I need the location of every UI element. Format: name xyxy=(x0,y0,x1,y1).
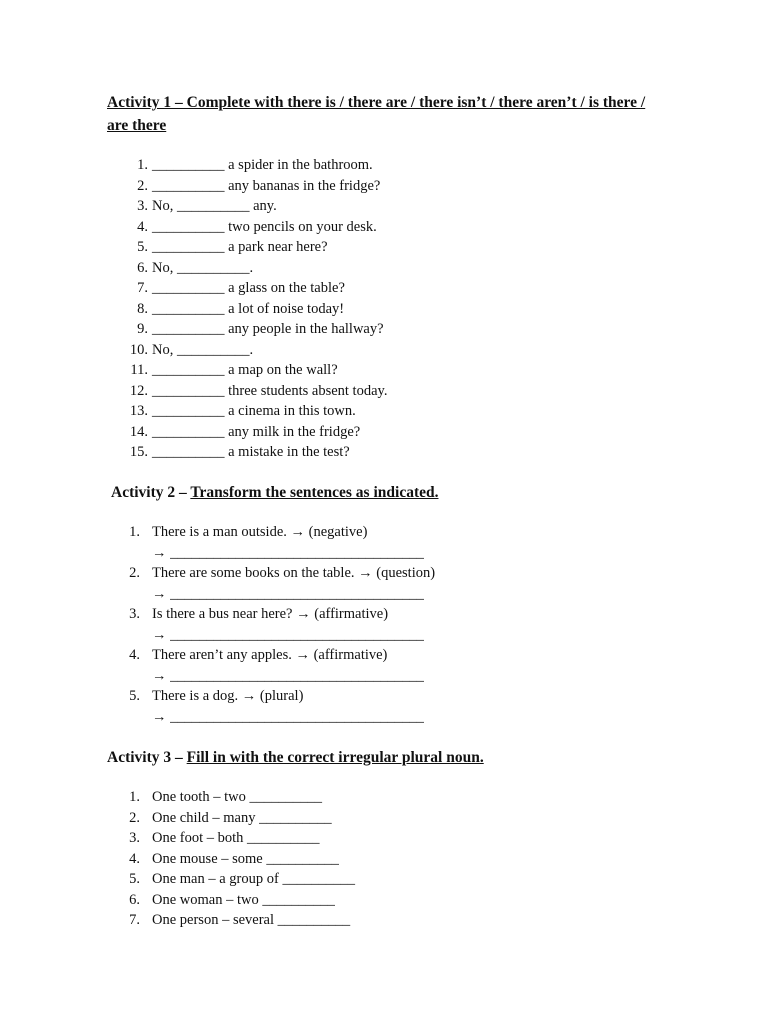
item-text: __________ a cinema in this town. xyxy=(152,403,356,419)
item-text: No, __________. xyxy=(152,341,254,358)
item-text: No, __________. xyxy=(152,259,254,276)
item-text: __________ three students absent today. xyxy=(152,382,388,399)
list-item xyxy=(108,155,387,176)
list-item xyxy=(108,258,387,279)
list-item xyxy=(108,890,355,911)
item-text: __________ any people in the hallway? xyxy=(152,321,384,337)
answer-line: → ___________________________________ xyxy=(152,626,424,643)
list-item xyxy=(108,319,387,340)
item-text: One woman – two __________ xyxy=(152,891,335,908)
item-text: __________ any milk in the fridge? xyxy=(152,423,361,440)
item-number: 5. xyxy=(129,688,140,704)
item-number: 1. xyxy=(137,157,148,173)
item-number: 2. xyxy=(129,809,140,826)
activity-1-list xyxy=(108,155,387,463)
item-number: 7. xyxy=(137,280,148,296)
list-item xyxy=(108,645,435,686)
item-number: 1. xyxy=(129,524,140,540)
list-item xyxy=(108,787,355,808)
activity-2-list xyxy=(108,522,435,727)
item-number: 2. xyxy=(129,565,140,581)
list-item xyxy=(108,401,387,422)
item-text: One tooth – two __________ xyxy=(152,789,322,805)
item-text: __________ a mistake in the test? xyxy=(152,444,350,460)
activity-3-heading xyxy=(107,746,667,769)
item-number: 10. xyxy=(129,341,148,358)
list-item xyxy=(108,278,387,299)
list-item xyxy=(108,522,435,563)
item-text: One child – many __________ xyxy=(152,809,332,826)
list-item xyxy=(108,849,355,870)
heading-prefix: Activity 2 – xyxy=(111,484,191,501)
item-number: 2. xyxy=(137,177,148,194)
item-text: __________ a park near here? xyxy=(152,239,328,255)
list-item xyxy=(108,196,387,217)
item-number: 4. xyxy=(129,647,140,663)
item-number: 3. xyxy=(137,198,148,214)
heading-instruction: Fill in with the correct irregular plural noun. xyxy=(186,749,484,766)
item-number: 6. xyxy=(137,259,148,276)
item-text: One person – several __________ xyxy=(152,912,351,928)
item-number: 6. xyxy=(129,891,140,908)
answer-line: → ___________________________________ xyxy=(152,585,424,602)
item-number: 11. xyxy=(130,362,148,378)
item-number: 12. xyxy=(129,382,148,399)
list-item xyxy=(108,381,387,402)
item-text: No, __________ any. xyxy=(152,198,277,214)
item-number: 9. xyxy=(137,321,148,337)
item-number: 4. xyxy=(129,850,140,867)
item-number: 1. xyxy=(129,789,140,805)
item-number: 13. xyxy=(129,403,148,419)
item-number: 7. xyxy=(129,912,140,928)
list-item xyxy=(108,686,435,727)
item-text: __________ two pencils on your desk. xyxy=(152,218,377,235)
item-text: __________ a spider in the bathroom. xyxy=(152,157,373,173)
activity-2-heading xyxy=(111,481,671,504)
list-item xyxy=(108,340,387,361)
list-item xyxy=(108,422,387,443)
item-text: One man – a group of __________ xyxy=(152,871,355,887)
list-item xyxy=(108,604,435,645)
item-number: 5. xyxy=(129,871,140,887)
item-number: 14. xyxy=(129,423,148,440)
heading-prefix: Activity 3 – xyxy=(107,749,187,766)
list-item xyxy=(108,808,355,829)
activity-3-list xyxy=(108,787,355,931)
item-text: There is a man outside. → (negative) xyxy=(152,524,368,540)
item-text: __________ any bananas in the fridge? xyxy=(152,177,381,194)
list-item xyxy=(108,442,387,463)
activity-1-heading: Activity 1 – Complete with there is / there are / there isn’t / there aren’t / is there / are there xyxy=(107,94,646,134)
list-item xyxy=(108,910,355,931)
item-text: There are some books on the table. → (question) xyxy=(152,565,436,581)
item-text: __________ a glass on the table? xyxy=(152,280,345,296)
list-item xyxy=(108,563,435,604)
answer-line: → ___________________________________ xyxy=(152,708,424,725)
list-item xyxy=(108,237,387,258)
list-item xyxy=(108,217,387,238)
item-text: __________ a map on the wall? xyxy=(152,362,338,378)
item-number: 5. xyxy=(137,239,148,255)
list-item xyxy=(108,360,387,381)
answer-line: → ___________________________________ xyxy=(152,544,424,561)
item-number: 3. xyxy=(129,606,140,622)
item-number: 3. xyxy=(129,830,140,846)
list-item xyxy=(108,828,355,849)
list-item xyxy=(108,869,355,890)
list-item xyxy=(108,299,387,320)
item-number: 8. xyxy=(137,300,148,317)
item-text: Is there a bus near here? → (affirmative) xyxy=(152,606,389,622)
item-number: 15. xyxy=(129,444,148,460)
item-text: __________ a lot of noise today! xyxy=(152,300,345,317)
item-text: There is a dog. → (plural) xyxy=(152,688,304,704)
list-item xyxy=(108,176,387,197)
item-text: There aren’t any apples. → (affirmative) xyxy=(152,647,388,663)
item-number: 4. xyxy=(137,218,148,235)
answer-line: → ___________________________________ xyxy=(152,667,424,684)
heading-instruction: Transform the sentences as indicated. xyxy=(190,484,439,501)
item-text: One foot – both __________ xyxy=(152,830,320,846)
item-text: One mouse – some __________ xyxy=(152,850,339,867)
